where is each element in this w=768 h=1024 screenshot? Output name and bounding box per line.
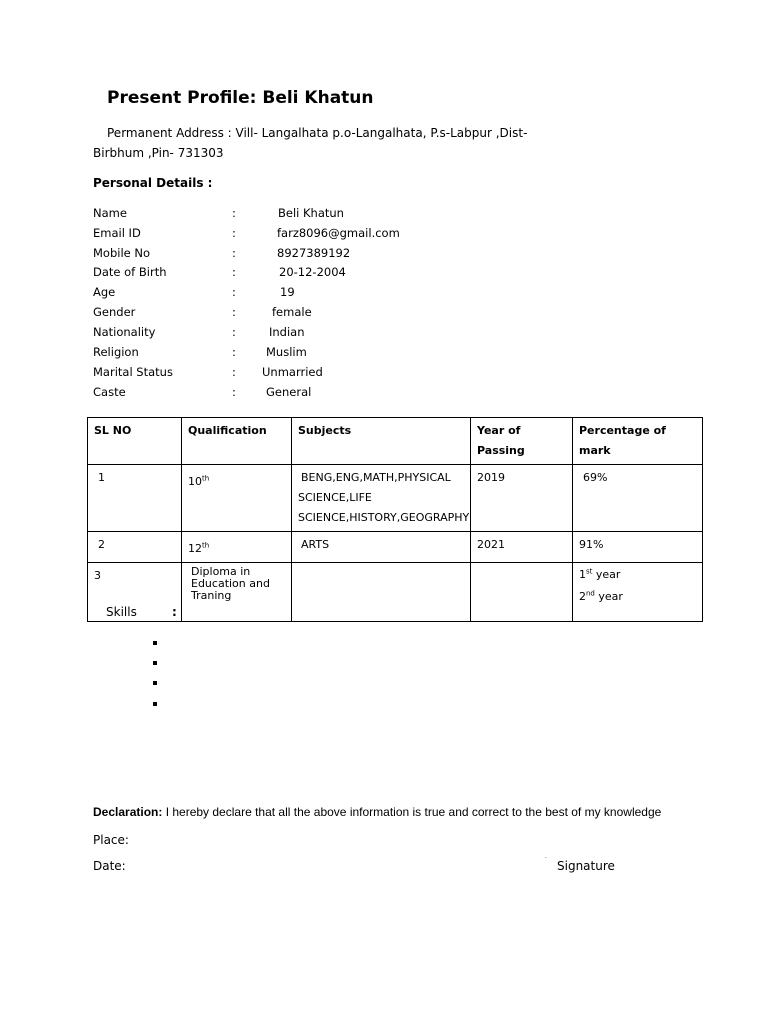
- cell-year: [471, 563, 573, 622]
- dot-mark: ·: [545, 855, 547, 862]
- cell-subjects: [292, 532, 471, 563]
- percentage-first-year: 1st year: [579, 567, 621, 581]
- bullet-icon: [153, 661, 157, 665]
- value-dob: 20-12-2004: [279, 265, 346, 279]
- sl-value: 2: [98, 538, 105, 551]
- colon: :: [232, 226, 236, 240]
- colon: :: [232, 285, 236, 299]
- value-marital-status: Unmarried: [262, 365, 323, 379]
- label-mobile: Mobile No: [93, 246, 151, 260]
- label-nationality: Nationality: [93, 325, 156, 339]
- colon: :: [232, 305, 236, 319]
- address-line-1: Permanent Address : Vill- Langalhata p.o-Langalhata, P.s-Labpur ,Dist-: [107, 126, 528, 140]
- cell-sl: [88, 532, 182, 563]
- cell-year: 2019: [471, 465, 573, 532]
- date-label: Date:: [93, 859, 126, 873]
- colon: :: [232, 206, 236, 220]
- header-year-of-passing: Year of Passing: [471, 418, 573, 465]
- colon: :: [232, 345, 236, 359]
- value-email: farz8096@gmail.com: [277, 226, 400, 240]
- label-marital-status: Marital Status: [93, 365, 173, 379]
- bullet-icon: [153, 641, 157, 645]
- value-mobile: 8927389192: [277, 246, 351, 260]
- cell-subjects: [292, 563, 471, 622]
- subjects-value: BENG,ENG,MATH,PHYSICAL SCIENCE,LIFE SCIENCE,HISTORY,GEOGRAPHY: [298, 471, 470, 524]
- label-religion: Religion: [93, 345, 139, 359]
- subjects-value: ARTS: [301, 538, 330, 551]
- colon: :: [232, 325, 236, 339]
- cell-percentage: 91%: [573, 532, 703, 563]
- label-caste: Caste: [93, 385, 126, 399]
- declaration-text: I hereby declare that all the above information is true and correct to the best of my knowledge: [162, 805, 662, 819]
- label-dob: Date of Birth: [93, 265, 167, 279]
- cell-subjects: [292, 465, 471, 532]
- colon: :: [232, 265, 236, 279]
- personal-details-heading: Personal Details :: [93, 176, 213, 190]
- colon: :: [232, 246, 236, 260]
- percentage-second-year: 2nd year: [579, 589, 623, 603]
- qualification-value: 10: [188, 475, 202, 488]
- label-gender: Gender: [93, 305, 136, 319]
- declaration: [93, 805, 661, 819]
- value-caste: General: [266, 385, 312, 399]
- value-nationality: Indian: [269, 325, 305, 339]
- skills-label: Skills: [106, 605, 137, 619]
- cell-percentage: [573, 465, 703, 532]
- value-gender: female: [272, 305, 312, 319]
- header-percentage: Percentage of mark: [573, 418, 703, 465]
- cell-qualification: [182, 532, 292, 563]
- address-line-2: Birbhum ,Pin- 731303: [93, 146, 224, 160]
- place-label: Place:: [93, 833, 129, 847]
- cell-sl: [88, 465, 182, 532]
- table-row: [88, 563, 703, 622]
- label-email: Email ID: [93, 226, 141, 240]
- header-qualification: Qualification: [182, 418, 292, 465]
- colon: :: [232, 365, 236, 379]
- declaration-label: Declaration:: [93, 805, 163, 819]
- qualification-table: [87, 417, 703, 622]
- value-age: 19: [280, 285, 295, 299]
- qualification-value: Diploma in Education and Traning: [191, 565, 270, 602]
- qualification-sup: th: [202, 541, 210, 550]
- skills-colon: :: [172, 605, 177, 619]
- sl-value: 1: [98, 471, 105, 484]
- header-sl-no: SL NO: [88, 418, 182, 465]
- table-row: [88, 532, 703, 563]
- cell-percentage: [573, 563, 703, 622]
- table-header-row: [88, 418, 703, 465]
- value-religion: Muslim: [266, 345, 307, 359]
- bullet-icon: [153, 681, 157, 685]
- qualification-value: 12: [188, 542, 202, 555]
- qualification-sup: th: [202, 474, 210, 483]
- cell-year: 2021: [471, 532, 573, 563]
- cell-qualification: [182, 465, 292, 532]
- page-title: Present Profile: Beli Khatun: [107, 88, 374, 108]
- label-age: Age: [93, 285, 116, 299]
- cell-sl: 3: [88, 563, 182, 622]
- signature-label: Signature: [557, 859, 615, 873]
- table-row: [88, 465, 703, 532]
- bullet-icon: [153, 702, 157, 706]
- label-name: Name: [93, 206, 127, 220]
- colon: :: [232, 385, 236, 399]
- value-name: Beli Khatun: [278, 206, 344, 220]
- cell-qualification: [182, 563, 292, 622]
- header-subjects: Subjects: [292, 418, 471, 465]
- percentage-value: 69%: [583, 471, 608, 484]
